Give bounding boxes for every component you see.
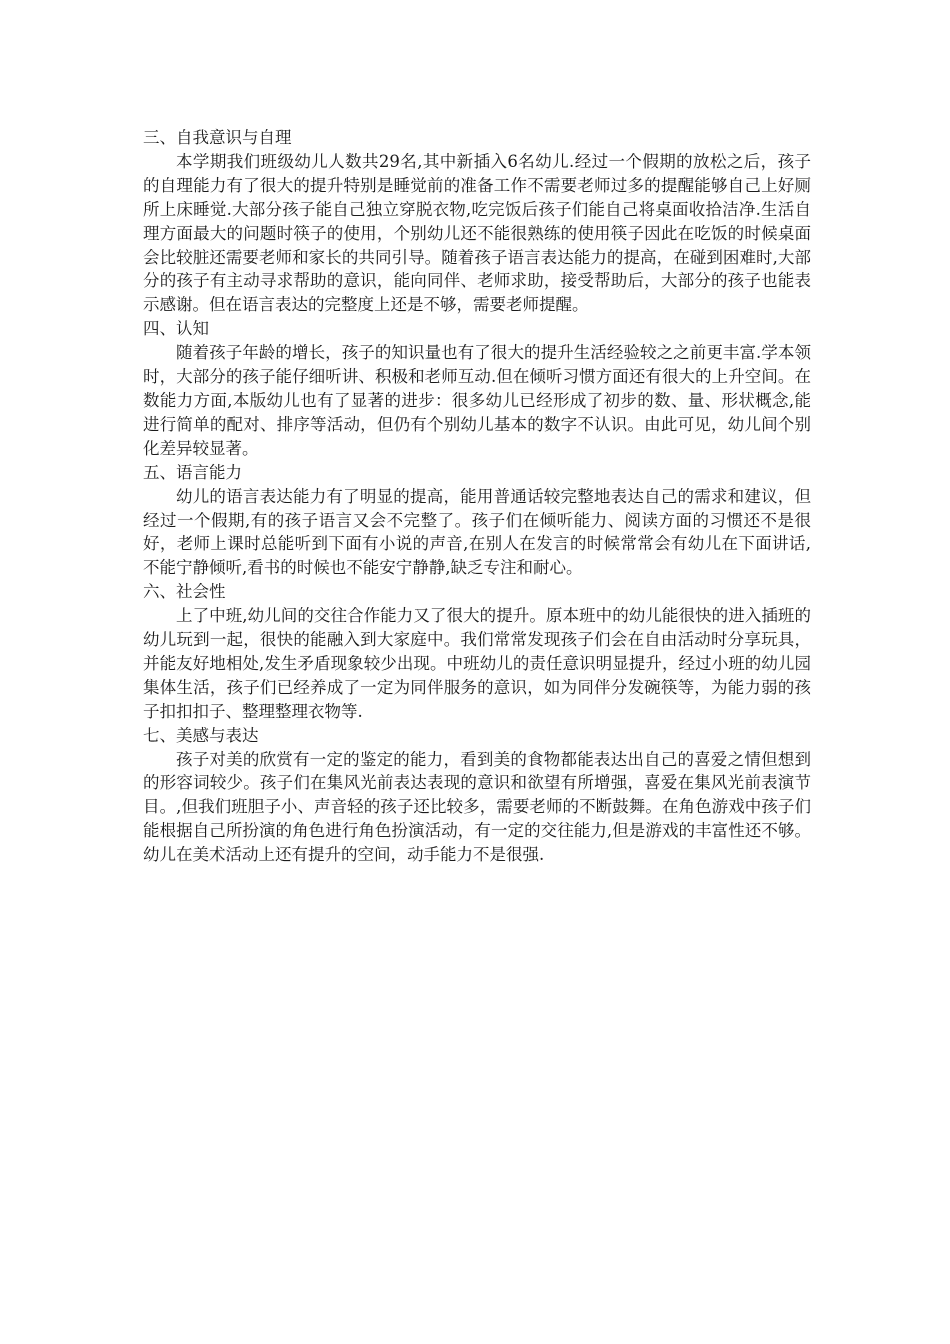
section-paragraph: 孩子对美的欣赏有一定的鉴定的能力，看到美的食物都能表达出自己的喜爱之情但想到的形容词较少。孩子们在集风光前表达表现的意识和欲望有所增强，喜爱在集风光前表演节目。,但我们班胆子小、声音轻的孩子还比较多，需要老师的不断鼓舞。在角色游戏中孩子们能根据自己所扮演的角色进行角色扮演活动，有一定的交往能力,但是游戏的丰富性还不够。幼儿在美术活动上还有提升的空间，动手能力不是很强. xyxy=(143,749,811,865)
document-page xyxy=(143,126,811,867)
section-aesthetics xyxy=(143,724,811,867)
section-heading: 三、自我意识与自理 xyxy=(143,128,292,147)
section-heading: 七、美感与表达 xyxy=(143,725,259,745)
section-social xyxy=(143,580,811,723)
section-heading: 五、语言能力 xyxy=(143,462,242,482)
section-heading: 六、社会性 xyxy=(143,582,226,602)
section-paragraph: 幼儿的语言表达能力有了明显的提高，能用普通话较完整地表达自己的需求和建议，但经过一个假期,有的孩子语言又会不完整了。孩子们在倾听能力、阅读方面的习惯还不是很好，老师上课时总能听到下面有小说的声音,在别人在发言的时候常常会有幼儿在下面讲话,不能宁静倾听,看书的时候也不能安宁静静,缺乏专注和耐心。 xyxy=(143,486,811,578)
section-heading: 四、认知 xyxy=(143,319,209,339)
section-paragraph: 本学期我们班级幼儿人数共29名,其中新插入6名幼儿.经过一个假期的放松之后，孩子的自理能力有了很大的提升特别是睡觉前的准备工作不需要老师过多的提醒能够自己上好厕所上床睡觉.大部分孩子能自己独立穿脱衣物,吃完饭后孩子们能自己将桌面收拾洁净.生活自理方面最大的问题时筷子的使用，个别幼儿还不能很熟练的使用筷子因此在吃饭的时候桌面会比较脏还需要老师和家长的共同引导。随着孩子语言表达能力的提高，在碰到困难时,大部分的孩子有主动寻求帮助的意识，能向同伴、老师求助，接受帮助后，大部分的孩子也能表示感谢。但在语言表达的完整度上还是不够，需要老师提醒。 xyxy=(143,151,811,315)
section-paragraph: 随着孩子年龄的增长，孩子的知识量也有了很大的提升生活经验较之之前更丰富.学本领时，大部分的孩子能仔细听讲、积极和老师互动.但在倾听习惯方面还有很大的上升空间。在数能力方面,本版幼儿也有了显著的进步：很多幼儿已经形成了初步的数、量、形状概念,能进行简单的配对、排序等活动，但仍有个别幼儿基本的数字不认识。由此可见，幼儿间个别化差异较显著。 xyxy=(143,343,811,458)
section-cognition xyxy=(143,317,811,460)
section-self-awareness xyxy=(143,126,811,317)
section-language xyxy=(143,461,811,581)
section-paragraph: 上了中班,幼儿间的交往合作能力又了很大的提升。原本班中的幼儿能很快的进入插班的幼儿玩到一起，很快的能融入到大家庭中。我们常常发现孩子们会在自由活动时分享玩具，并能友好地相处,发生矛盾现象较少出现。中班幼儿的责任意识明显提升，经过小班的幼儿园集体生活，孩子们已经养成了一定为同伴服务的意识，如为同伴分发碗筷等，为能力弱的孩子扣扣扣子、整理整理衣物等. xyxy=(143,606,811,721)
